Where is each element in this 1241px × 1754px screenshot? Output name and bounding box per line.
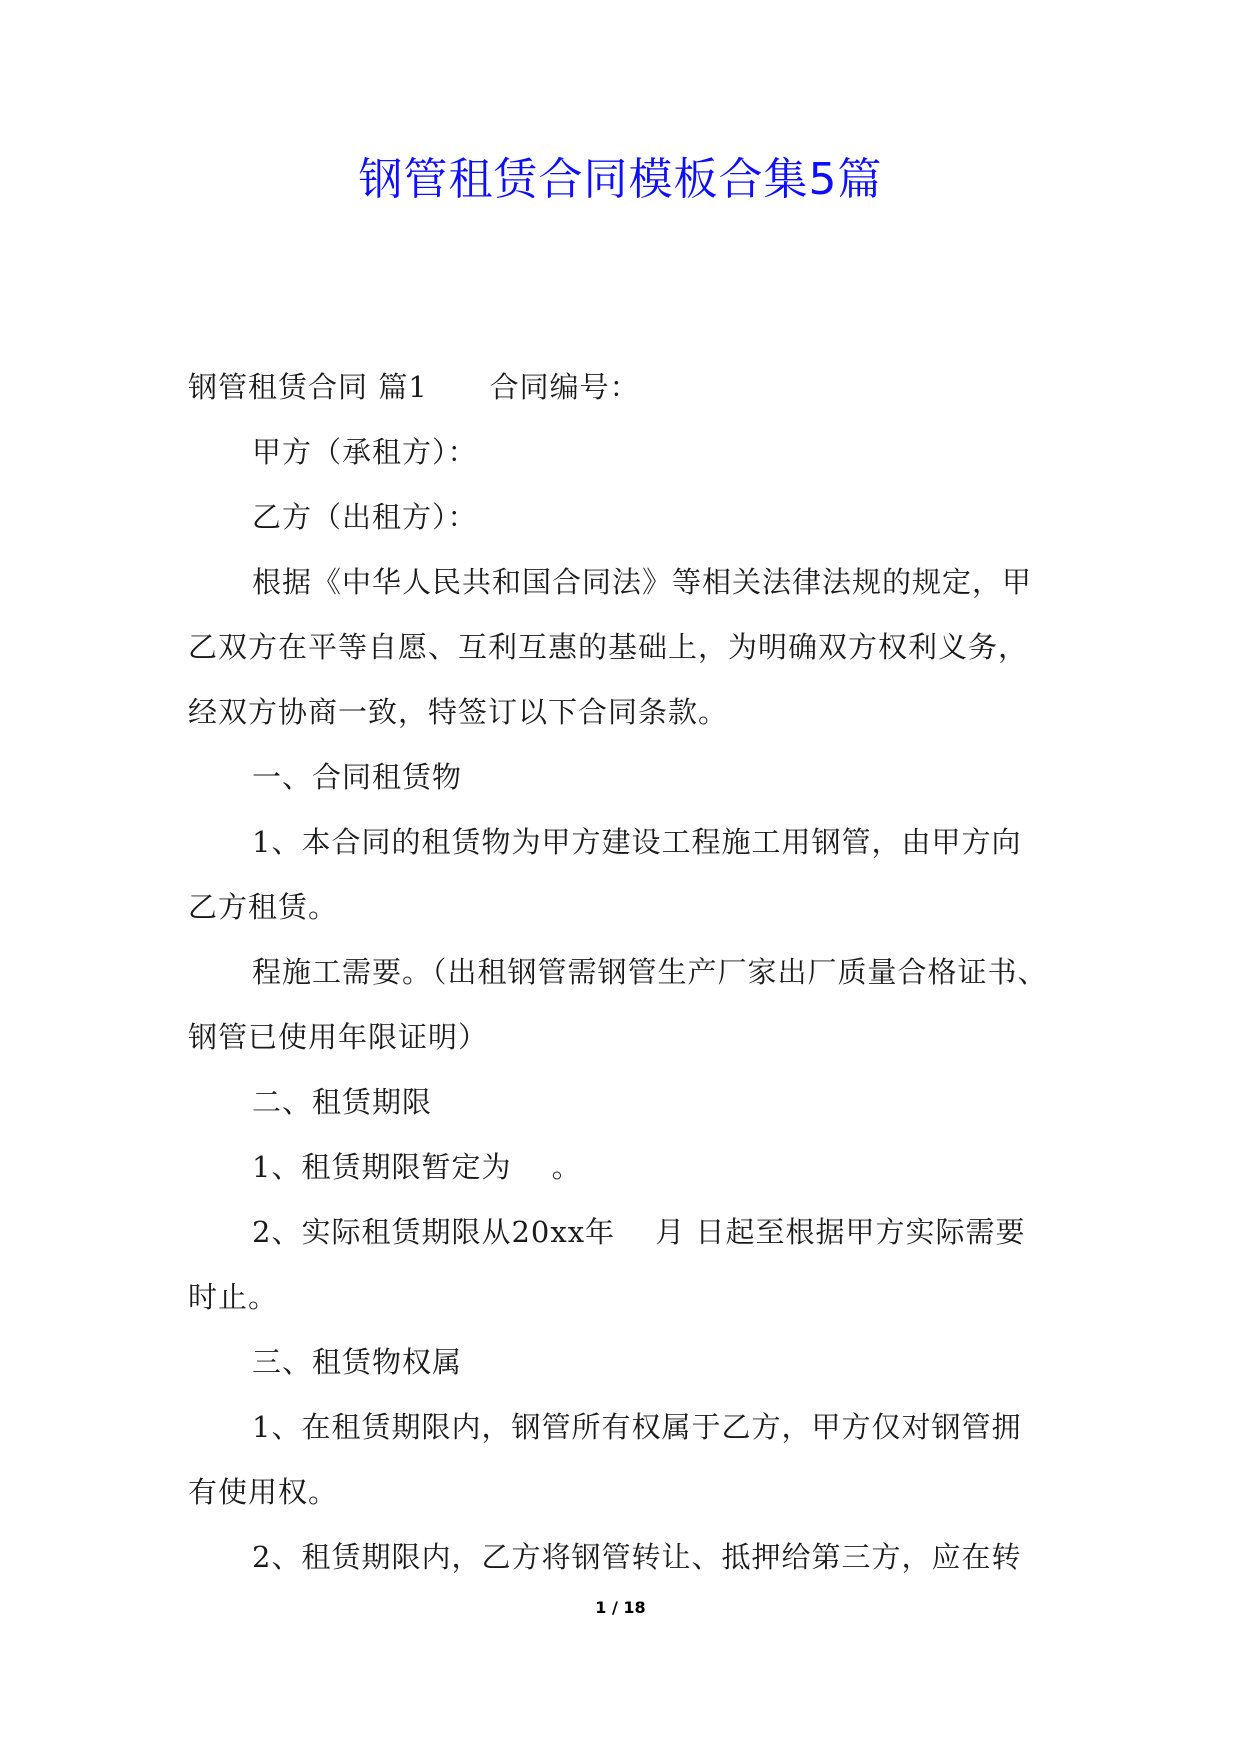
- paragraph-line: 时止。: [188, 1280, 279, 1314]
- paragraph-line: 2、租赁期限内，乙方将钢管转让、抵押给第三方，应在转: [252, 1540, 1022, 1574]
- paragraph-line: 钢管已使用年限证明）: [188, 1020, 489, 1054]
- paragraph-line: 乙方（出租方）：: [252, 500, 478, 534]
- page-number: 1 / 18: [595, 1598, 646, 1617]
- contract-heading: [188, 355, 1068, 420]
- section-heading: 三、租赁物权属: [252, 1345, 463, 1379]
- paragraph-line: 经双方协商一致，特签订以下合同条款。: [188, 695, 729, 729]
- paragraph-line: 2、实际租赁期限从20xx年 月 日起至根据甲方实际需要: [252, 1215, 1026, 1249]
- paragraph-line: 1、在租赁期限内，钢管所有权属于乙方，甲方仅对钢管拥: [252, 1410, 1022, 1444]
- paragraph-line: 乙双方在平等自愿、互利互惠的基础上，为明确双方权利义务，: [188, 630, 1029, 664]
- paragraph-line: 1、租赁期限暂定为 。: [252, 1150, 582, 1184]
- paragraph-line: 根据《中华人民共和国合同法》等相关法律法规的规定，甲: [252, 565, 1033, 599]
- section-heading: 一、合同租赁物: [252, 760, 463, 794]
- paragraph-line: 程施工需要。（出租钢管需钢管生产厂家出厂质量合格证书、: [252, 955, 1048, 989]
- contract-section-title: 钢管租赁合同 篇1: [188, 370, 428, 404]
- paragraph-line: 乙方租赁。: [188, 890, 339, 924]
- paragraph-line: 1、本合同的租赁物为甲方建设工程施工用钢管，由甲方向: [252, 825, 1022, 859]
- document-title: 钢管租赁合同模板合集5篇: [358, 154, 883, 205]
- section-heading: 二、租赁期限: [252, 1085, 433, 1119]
- document-body: [188, 355, 1068, 1590]
- paragraph-line: 甲方（承租方）：: [252, 435, 478, 469]
- contract-number-label: 合同编号：: [489, 370, 640, 404]
- paragraph-line: 有使用权。: [188, 1475, 339, 1509]
